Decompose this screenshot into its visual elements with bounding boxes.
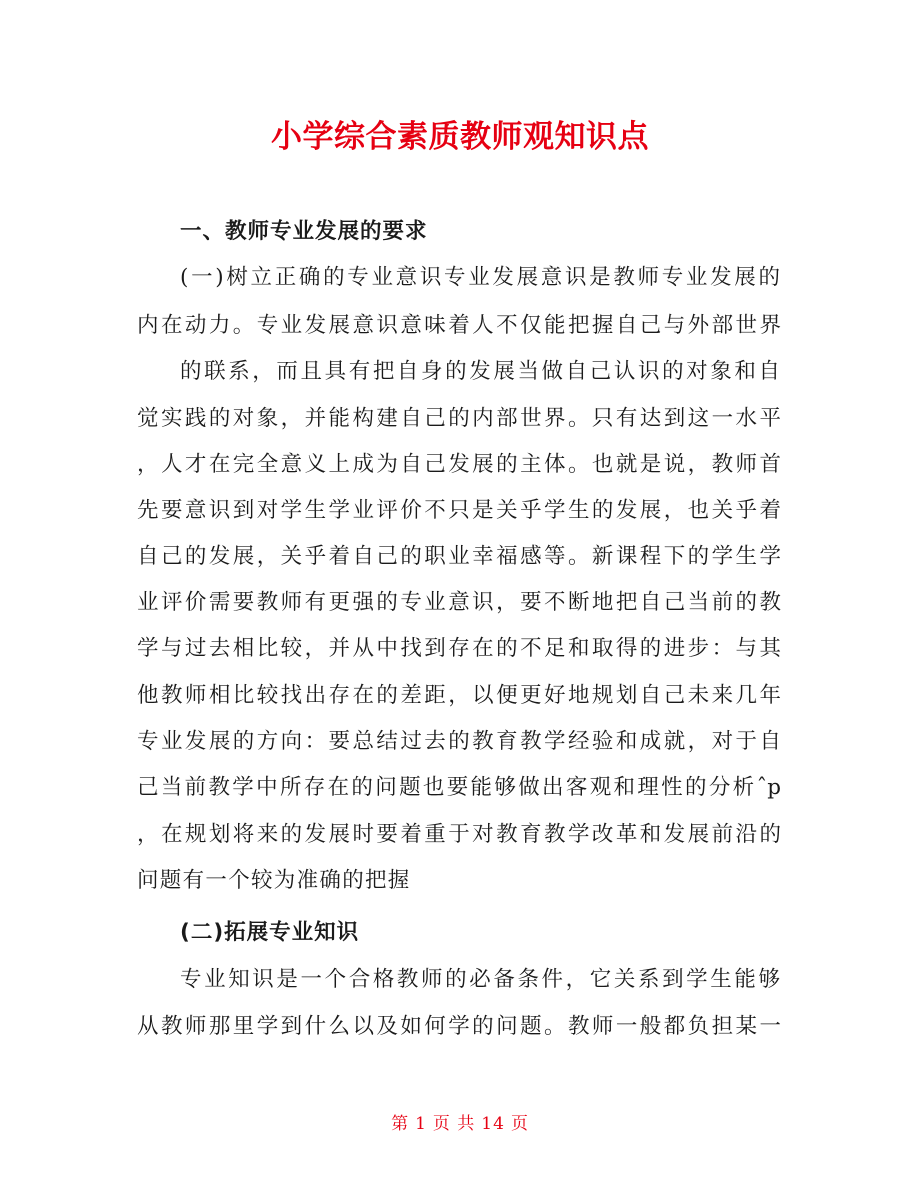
paragraph-line: ，人才在完全意义上成为自己发展的主体。也就是说，教师首: [137, 452, 781, 477]
section-heading: 一、教师专业发展的要求: [180, 219, 428, 244]
paragraph-line: ，在规划将来的发展时要着重于对教育教学改革和发展前沿的: [137, 822, 781, 847]
page-footer: [0, 1112, 920, 1136]
paragraph-line: 先要意识到对学生学业评价不只是关乎学生的发展，也关乎着: [137, 498, 781, 523]
footer-mid: 页 共: [432, 1114, 476, 1134]
paragraph-line: 他教师相比较找出存在的差距，以便更好地规划自己未来几年: [137, 683, 781, 708]
paragraph-line: 学与过去相比较，并从中找到存在的不足和取得的进步：与其: [137, 636, 781, 661]
total-pages: 14: [481, 1114, 505, 1134]
footer-prefix: 第: [391, 1114, 410, 1134]
paragraph-line: 内在动力。专业发展意识意味着人不仅能把握自己与外部世界: [137, 313, 781, 338]
paragraph-line: 己当前教学中所存在的问题也要能够做出客观和理性的分析ˆp: [137, 775, 781, 800]
paragraph-line: 专业发展的方向：要总结过去的教育教学经验和成就，对于自: [137, 729, 781, 754]
paragraph-line: 的联系，而且具有把自身的发展当做自己认识的对象和自: [180, 359, 780, 384]
paragraph-line: 专业知识是一个合格教师的必备条件，它关系到学生能够: [180, 967, 780, 992]
paragraph-line: (一)树立正确的专业意识专业发展意识是教师专业发展的: [180, 265, 780, 290]
paragraph-line: 从教师那里学到什么以及如何学的问题。教师一般都负担某一: [137, 1014, 781, 1039]
paragraph-line: 自己的发展，关乎着自己的职业幸福感等。新课程下的学生学: [137, 544, 781, 569]
subsection-heading: (二)拓展专业知识: [180, 920, 360, 945]
paragraph-line: 问题有一个较为准确的把握: [137, 868, 411, 893]
page-title: 小学综合素质教师观知识点: [271, 119, 649, 155]
paragraph-line: 觉实践的对象，并能构建自己的内部世界。只有达到这一水平: [137, 406, 781, 431]
footer-suffix: 页: [510, 1114, 529, 1134]
paragraph-line: 业评价需要教师有更强的专业意识，要不断地把自己当前的教: [137, 590, 781, 615]
page-number: 1: [415, 1114, 427, 1134]
